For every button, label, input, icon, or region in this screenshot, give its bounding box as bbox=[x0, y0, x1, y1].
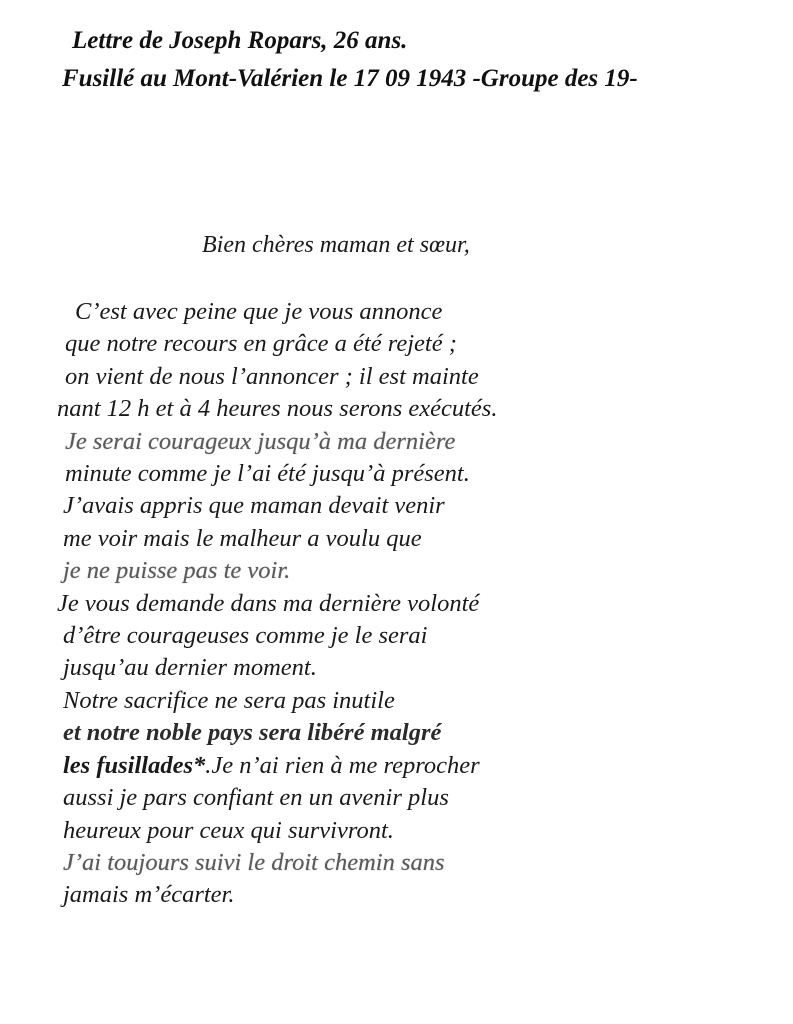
letter-line: on vient de nous l’annoncer ; il est mainte bbox=[65, 362, 479, 390]
letter-body bbox=[55, 296, 497, 912]
letter-line: jamais m’écarter. bbox=[63, 881, 235, 909]
regular-fragment: .Je n’ai rien à me reprocher bbox=[205, 751, 480, 779]
letter-line: Je serai courageux jusqu’à ma dernière bbox=[65, 427, 456, 455]
heading-line-execution: Fusillé au Mont-Valérien le 17 09 1943 -Groupe des 19- bbox=[62, 65, 638, 92]
letter-line: Je vous demande dans ma dernière volonté bbox=[57, 589, 480, 617]
bold-fragment: les fusillades* bbox=[63, 751, 206, 779]
letter-line: J’avais appris que maman devait venir bbox=[63, 492, 445, 520]
letter-line-mixed bbox=[55, 750, 497, 782]
letter-line: aussi je pars confiant en un avenir plus bbox=[63, 784, 449, 812]
letter-line: jusqu’au dernier moment. bbox=[63, 654, 317, 682]
letter-line: et notre noble pays sera libéré malgré bbox=[63, 719, 442, 747]
heading-line-author: Lettre de Joseph Ropars, 26 ans. bbox=[72, 27, 408, 54]
letter-line: je ne puisse pas te voir. bbox=[63, 557, 291, 585]
letter-line: d’être courageuses comme je le serai bbox=[63, 622, 428, 650]
letter-line: Notre sacrifice ne sera pas inutile bbox=[63, 686, 395, 714]
letter-salutation: Bien chères maman et sœur, bbox=[202, 232, 470, 258]
letter-line: me voir mais le malheur a voulu que bbox=[63, 524, 422, 552]
letter-heading bbox=[62, 22, 638, 98]
letter-line: minute comme je l’ai été jusqu’à présent. bbox=[65, 460, 470, 488]
letter-line: nant 12 h et à 4 heures nous serons exécutés. bbox=[57, 395, 498, 423]
letter-line: J’ai toujours suivi le droit chemin sans bbox=[63, 848, 445, 876]
letter-line: que notre recours en grâce a été rejeté ; bbox=[65, 330, 457, 358]
letter-line: C’est avec peine que je vous annonce bbox=[75, 298, 443, 325]
letter-line: heureux pour ceux qui survivront. bbox=[63, 816, 394, 844]
